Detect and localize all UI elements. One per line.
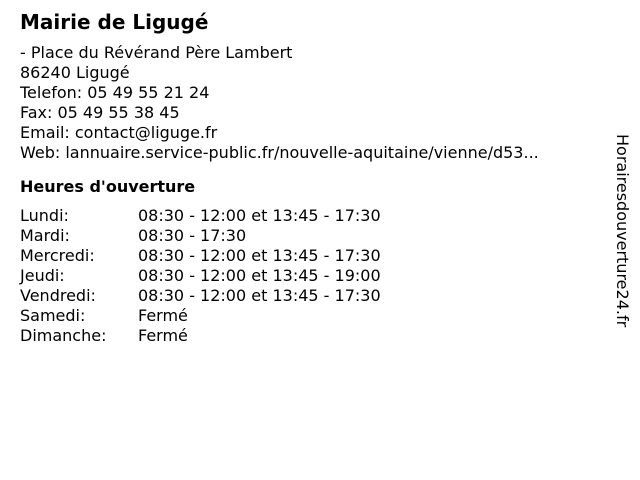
web-line [20, 143, 600, 163]
day-label: Jeudi: [20, 266, 65, 285]
day-label: Mercredi: [20, 246, 95, 265]
hours-row-tuesday [20, 226, 600, 246]
website-link[interactable]: Web: lannuaire.service-public.fr/nouvelle-aquitaine/vienne/d53... [20, 143, 539, 162]
time-value: 08:30 - 12:00 et 13:45 - 17:30 [138, 246, 381, 265]
hours-row-saturday [20, 306, 600, 326]
time-value: 08:30 - 12:00 et 13:45 - 17:30 [138, 206, 381, 225]
time-value: 08:30 - 12:00 et 13:45 - 17:30 [138, 286, 381, 305]
place-title: Mairie de Ligugé [20, 10, 209, 34]
time-value: Fermé [138, 306, 188, 325]
time-value: Fermé [138, 326, 188, 345]
fax-line: Fax: 05 49 55 38 45 [20, 103, 180, 122]
hours-row-wednesday [20, 246, 600, 266]
hours-row-monday [20, 206, 600, 226]
day-label: Mardi: [20, 226, 70, 245]
opening-hours-table [20, 206, 600, 346]
email-link[interactable]: Email: contact@liguge.fr [20, 123, 218, 142]
time-value: 08:30 - 17:30 [138, 226, 247, 245]
hours-row-thursday [20, 266, 600, 286]
hours-row-sunday [20, 326, 600, 346]
day-label: Lundi: [20, 206, 69, 225]
day-label: Dimanche: [20, 326, 107, 345]
city-postcode: 86240 Ligugé [20, 63, 130, 82]
opening-hours-heading: Heures d'ouverture [20, 177, 196, 196]
hours-row-friday [20, 286, 600, 306]
phone-line: Telefon: 05 49 55 21 24 [20, 83, 210, 102]
day-label: Samedi: [20, 306, 86, 325]
place-card [20, 9, 600, 346]
time-value: 08:30 - 12:00 et 13:45 - 19:00 [138, 266, 381, 285]
street-address: - Place du Révérand Père Lambert [20, 43, 293, 62]
email-line [20, 123, 600, 143]
day-label: Vendredi: [20, 286, 96, 305]
site-watermark: Horairesdouverture24.fr [613, 134, 632, 328]
